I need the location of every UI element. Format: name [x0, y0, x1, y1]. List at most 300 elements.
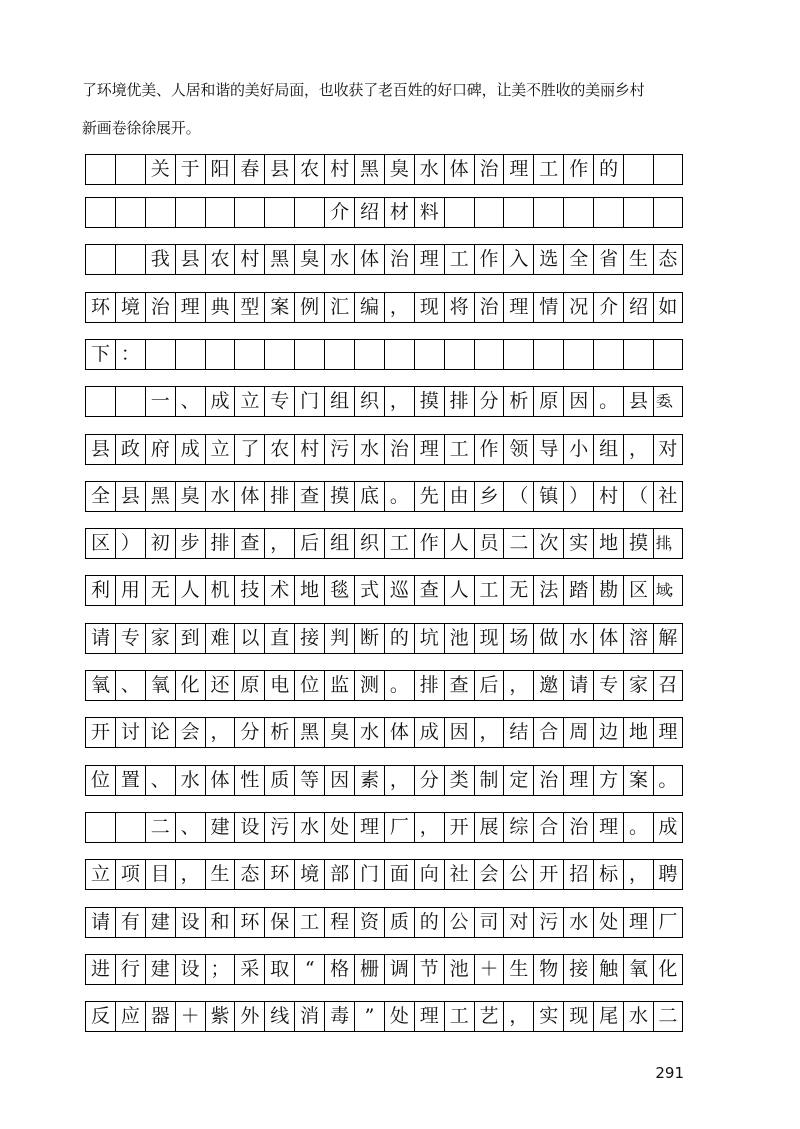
- grid-cell: 程: [324, 907, 354, 938]
- grid-cell: 二: [145, 812, 175, 843]
- grid-cell: 体: [593, 623, 623, 654]
- grid-cell: 介: [324, 197, 354, 228]
- grid-cell: [653, 339, 683, 370]
- grid-cell: 先: [414, 481, 444, 512]
- grid-cell: 毯: [324, 575, 354, 606]
- grid-cell: 原: [234, 670, 264, 701]
- grid-cell: 生: [623, 244, 653, 275]
- grid-row: [85, 765, 683, 796]
- grid-cell: 析: [503, 386, 533, 417]
- grid-cell: 成: [653, 812, 683, 843]
- grid-cell: 领: [503, 434, 533, 465]
- grid-cell: 开: [533, 859, 563, 890]
- grid-cell: [623, 154, 653, 185]
- grid-cell: 作: [563, 154, 593, 185]
- grid-cell: 县: [115, 481, 145, 512]
- grid-cell: 镇: [533, 481, 563, 512]
- grid-cell: 治: [474, 292, 504, 323]
- grid-cell: 理: [414, 434, 444, 465]
- grid-cell: 类: [444, 765, 474, 796]
- grid-cell: 地: [294, 575, 324, 606]
- grid-cell: 一: [145, 386, 175, 417]
- grid-row: [85, 907, 683, 938]
- grid-cell: 建: [145, 954, 175, 985]
- grid-row: [85, 528, 683, 559]
- grid-cell: 原: [533, 386, 563, 417]
- grid-cell: 编: [354, 292, 384, 323]
- grid-cell: 排: [264, 481, 294, 512]
- grid-cell: 巡: [384, 575, 414, 606]
- grid-cell: [264, 197, 294, 228]
- grid-cell: 厂: [384, 812, 414, 843]
- grid-cell: 因: [444, 717, 474, 748]
- grid-row: [85, 197, 683, 228]
- grid-cell: 阳: [205, 154, 235, 185]
- grid-cell: 工: [444, 244, 474, 275]
- grid-cell: （: [623, 481, 653, 512]
- grid-cell: 、: [115, 670, 145, 701]
- grid-cell: 臭: [384, 154, 414, 185]
- grid-cell: 黑: [294, 717, 324, 748]
- grid-cell: [623, 197, 653, 228]
- grid-cell: [563, 197, 593, 228]
- grid-cell: 人: [175, 575, 205, 606]
- grid-cell: 社: [444, 859, 474, 890]
- grid-cell: 治: [533, 765, 563, 796]
- grid-cell: 性: [234, 765, 264, 796]
- grid-cell: [533, 197, 563, 228]
- grid-cell: 体: [384, 717, 414, 748]
- grid-cell: 排: [414, 670, 444, 701]
- grid-cell: 用: [115, 575, 145, 606]
- grid-cell: 理: [414, 1001, 444, 1032]
- grid-cell: 。: [623, 812, 653, 843]
- grid-cell: 摸: [623, 528, 653, 559]
- grid-cell: 织: [354, 528, 384, 559]
- grid-cell: [653, 197, 683, 228]
- grid-cell: 招: [563, 859, 593, 890]
- grid-cell: 法: [533, 575, 563, 606]
- grid-row: [85, 717, 683, 748]
- grid-cell: ，: [623, 434, 653, 465]
- grid-row: [85, 623, 683, 654]
- grid-cell: 面: [384, 859, 414, 890]
- grid-cell: 标: [593, 859, 623, 890]
- grid-cell: 县: [175, 244, 205, 275]
- grid-cell: 治: [384, 244, 414, 275]
- grid-cell: [324, 339, 354, 370]
- grid-cell: 摸: [324, 481, 354, 512]
- grid-cell: [354, 339, 384, 370]
- grid-cell: 次: [533, 528, 563, 559]
- grid-row: [85, 859, 683, 890]
- grid-cell: 现: [414, 292, 444, 323]
- grid-cell: [145, 197, 175, 228]
- grid-cell: 。: [384, 670, 414, 701]
- grid-row: [85, 481, 683, 512]
- grid-cell: 村: [593, 481, 623, 512]
- grid-row: [85, 154, 683, 185]
- grid-cell: 臭: [294, 244, 324, 275]
- grid-row: [85, 434, 683, 465]
- grid-cell: 成: [205, 386, 235, 417]
- grid-cell: 水: [563, 907, 593, 938]
- grid-cell: 典: [205, 292, 235, 323]
- grid-row: [85, 339, 683, 370]
- grid-cell: 人: [444, 528, 474, 559]
- grid-cell: 小: [563, 434, 593, 465]
- grid-cell: 境: [115, 292, 145, 323]
- grid-cell: 农: [294, 154, 324, 185]
- grid-cell: 公: [503, 859, 533, 890]
- grid-cell: 置: [115, 765, 145, 796]
- grid-cell: 和: [205, 907, 235, 938]
- grid-cell: 、: [145, 765, 175, 796]
- grid-cell: 池: [444, 954, 474, 985]
- grid-cell: 实: [533, 1001, 563, 1032]
- grid-cell: [115, 154, 145, 185]
- grid-cell: [503, 339, 533, 370]
- grid-cell: 分: [234, 717, 264, 748]
- grid-cell: 反: [85, 1001, 115, 1032]
- grid-cell: 展: [474, 812, 504, 843]
- grid-cell: 方: [593, 765, 623, 796]
- grid-cell: 氧: [145, 670, 175, 701]
- grid-cell: [414, 339, 444, 370]
- grid-cell: 消: [294, 1001, 324, 1032]
- grid-cell: 水: [205, 481, 235, 512]
- grid-cell: 的: [414, 907, 444, 938]
- grid-cell: 料: [414, 197, 444, 228]
- grid-cell: 地: [593, 528, 623, 559]
- grid-cell: [115, 244, 145, 275]
- grid-cell: 设: [175, 907, 205, 938]
- grid-cell: 了: [234, 434, 264, 465]
- grid-cell: 理: [503, 154, 533, 185]
- grid-cell: 析: [264, 717, 294, 748]
- grid-cell: 场: [503, 623, 533, 654]
- grid-cell: 专: [593, 670, 623, 701]
- grid-cell: 、: [175, 386, 205, 417]
- grid-cell: 治: [145, 292, 175, 323]
- grid-cell: 现: [474, 623, 504, 654]
- grid-row: [85, 575, 683, 606]
- grid-cell: 位: [294, 670, 324, 701]
- grid-cell: 作: [414, 528, 444, 559]
- grid-cell: 立: [85, 859, 115, 890]
- grid-cell: 全: [85, 481, 115, 512]
- grid-cell: 环: [85, 292, 115, 323]
- grid-cell: 实: [563, 528, 593, 559]
- grid-cell: 现: [563, 1001, 593, 1032]
- grid-cell: 村: [234, 244, 264, 275]
- grid-cell: [444, 197, 474, 228]
- grid-cell: 介: [593, 292, 623, 323]
- grid-cell: ＋: [175, 1001, 205, 1032]
- grid-cell: 外: [234, 1001, 264, 1032]
- grid-cell: 臭: [324, 717, 354, 748]
- grid-cell: 等: [294, 765, 324, 796]
- grid-cell: 化: [653, 954, 683, 985]
- grid-cell: 工: [294, 907, 324, 938]
- grid-cell: 臭: [175, 481, 205, 512]
- grid-cell: 员: [474, 528, 504, 559]
- grid-cell: 有: [115, 907, 145, 938]
- grid-cell: 司: [474, 907, 504, 938]
- grid-cell: 生: [503, 954, 533, 985]
- grid-cell: 资: [354, 907, 384, 938]
- grid-cell: 工: [444, 434, 474, 465]
- grid-cell: 查: [294, 481, 324, 512]
- grid-cell: 处: [593, 907, 623, 938]
- grid-cell: [175, 197, 205, 228]
- grid-cell: 织: [354, 386, 384, 417]
- grid-cell: 、: [175, 812, 205, 843]
- grid-cell: [623, 339, 653, 370]
- grid-cell: 氧: [85, 670, 115, 701]
- grid-cell: 式: [354, 575, 384, 606]
- grid-cell: （: [503, 481, 533, 512]
- grid-cell: [294, 339, 324, 370]
- grid-cell: 部: [324, 859, 354, 890]
- grid-cell: 组: [324, 386, 354, 417]
- grid-cell: 况: [563, 292, 593, 323]
- grid-cell: 以: [234, 623, 264, 654]
- grid-cell: 目: [145, 859, 175, 890]
- grid-cell: 汇: [324, 292, 354, 323]
- grid-cell: 农: [264, 434, 294, 465]
- grid-cell: 门: [294, 386, 324, 417]
- grid-cell: 后: [474, 670, 504, 701]
- grid-cell: ，: [384, 386, 414, 417]
- grid-cell: 的: [384, 623, 414, 654]
- grid-cell: 建: [145, 907, 175, 938]
- grid-cell: 理: [593, 812, 623, 843]
- grid-cell: 立: [234, 386, 264, 417]
- grid-cell: 黑: [145, 481, 175, 512]
- grid-cell: 无: [145, 575, 175, 606]
- grid-cell: 氧: [623, 954, 653, 985]
- grid-cell: ，: [175, 859, 205, 890]
- grid-cell: 二: [653, 1001, 683, 1032]
- grid-cell: 做: [533, 623, 563, 654]
- grid-cell: 池: [444, 623, 474, 654]
- grid-cell: 断: [354, 623, 384, 654]
- grid-cell: [115, 386, 145, 417]
- grid-cell: 黑: [354, 154, 384, 185]
- grid-cell: [533, 339, 563, 370]
- grid-cell: 因: [563, 386, 593, 417]
- grid-cell: 案: [264, 292, 294, 323]
- grid-cell: 素: [354, 765, 384, 796]
- grid-cell: 绍: [354, 197, 384, 228]
- grid-cell: 请: [85, 623, 115, 654]
- grid-cell: 二: [503, 528, 533, 559]
- grid-cell: 政: [115, 434, 145, 465]
- grid-cell: 组: [593, 434, 623, 465]
- grid-cell: 触: [593, 954, 623, 985]
- grid-cell: 格: [324, 954, 354, 985]
- grid-cell: 边: [593, 717, 623, 748]
- grid-cell: 绍: [623, 292, 653, 323]
- grid-cell: 开: [444, 812, 474, 843]
- grid-cell: 设: [234, 812, 264, 843]
- grid-cell: [85, 386, 115, 417]
- grid-row: [85, 292, 683, 323]
- grid-cell: 工: [474, 575, 504, 606]
- grid-cell: 器: [145, 1001, 175, 1032]
- grid-cell: 案: [623, 765, 653, 796]
- grid-cell: 技: [234, 575, 264, 606]
- grid-cell: 艺: [474, 1001, 504, 1032]
- grid-cell: [264, 339, 294, 370]
- grid-cell: 定: [503, 765, 533, 796]
- grid-cell: 体: [354, 244, 384, 275]
- grid-cell: 因: [324, 765, 354, 796]
- grid-cell: [444, 339, 474, 370]
- grid-cell: ，: [205, 717, 235, 748]
- grid-cell: [85, 244, 115, 275]
- grid-cell: 人: [444, 575, 474, 606]
- grid-cell: 合: [533, 717, 563, 748]
- grid-cell: ，: [474, 717, 504, 748]
- grid-cell: ：: [115, 339, 145, 370]
- grid-cell: 理: [175, 292, 205, 323]
- grid-cell: 紫: [205, 1001, 235, 1032]
- grid-cell: 测: [354, 670, 384, 701]
- grid-cell: ，: [623, 859, 653, 890]
- grid-row: [85, 386, 683, 417]
- grid-cell: 下: [85, 339, 115, 370]
- grid-cell: 由: [444, 481, 474, 512]
- grid-cell: 开: [85, 717, 115, 748]
- grid-cell: ，: [264, 528, 294, 559]
- intro-line-2: 新画卷徐徐展开。: [82, 119, 201, 137]
- grid-cell: 解: [653, 623, 683, 654]
- grid-cell: 作: [474, 434, 504, 465]
- grid-cell: 成: [175, 434, 205, 465]
- grid-cell: [205, 339, 235, 370]
- grid-cell: 域；: [653, 575, 683, 606]
- grid-cell: 聘: [653, 859, 683, 890]
- grid-cell: 行: [115, 954, 145, 985]
- grid-cell: 治: [384, 434, 414, 465]
- grid-cell: 理: [623, 907, 653, 938]
- grid-cell: “: [294, 954, 324, 985]
- grid-cell: 例: [294, 292, 324, 323]
- grid-cell: 材: [384, 197, 414, 228]
- grid-cell: 的: [593, 154, 623, 185]
- grid-cell: 工: [444, 1001, 474, 1032]
- grid-cell: 请: [85, 907, 115, 938]
- grid-cell: ，: [503, 1001, 533, 1032]
- grid-cell: 污: [533, 907, 563, 938]
- grid-cell: 勘: [593, 575, 623, 606]
- grid-cell: ”: [354, 1001, 384, 1032]
- grid-cell: 排，: [653, 528, 683, 559]
- grid-cell: 水: [354, 717, 384, 748]
- grid-cell: 生: [205, 859, 235, 890]
- grid-cell: 体: [205, 765, 235, 796]
- grid-cell: 理: [414, 244, 444, 275]
- grid-cell: 保: [264, 907, 294, 938]
- grid-cell: 难: [205, 623, 235, 654]
- grid-cell: 理: [503, 292, 533, 323]
- grid-cell: 制: [474, 765, 504, 796]
- grid-cell: 排: [205, 528, 235, 559]
- grid-cell: 理: [354, 812, 384, 843]
- grid-cell: 水: [623, 1001, 653, 1032]
- grid-cell: [115, 812, 145, 843]
- grid-row: [85, 1001, 683, 1032]
- grid-cell: [85, 154, 115, 185]
- grid-cell: 专: [264, 386, 294, 417]
- grid-cell: 将: [444, 292, 474, 323]
- grid-cell: 步: [175, 528, 205, 559]
- grid-cell: 厂: [653, 907, 683, 938]
- grid-cell: 村: [294, 434, 324, 465]
- grid-cell: 水: [294, 812, 324, 843]
- grid-cell: ，: [384, 292, 414, 323]
- grid-cell: 毒: [324, 1001, 354, 1032]
- grid-cell: 工: [533, 154, 563, 185]
- grid-cell: 接: [294, 623, 324, 654]
- grid-cell: 监: [324, 670, 354, 701]
- grid-cell: 召: [653, 670, 683, 701]
- grid-cell: 电: [264, 670, 294, 701]
- grid-cell: 无: [503, 575, 533, 606]
- grid-cell: 体: [234, 481, 264, 512]
- grid-cell: 立: [205, 434, 235, 465]
- grid-cell: 导: [533, 434, 563, 465]
- grid-cell: 型: [234, 292, 264, 323]
- grid-cell: [474, 339, 504, 370]
- grid-cell: 会: [175, 717, 205, 748]
- grid-cell: 污: [264, 812, 294, 843]
- grid-cell: 判: [324, 623, 354, 654]
- grid-cell: [653, 154, 683, 185]
- grid-cell: 质: [264, 765, 294, 796]
- grid-cell: 全: [563, 244, 593, 275]
- grid-cell: 会: [474, 859, 504, 890]
- grid-cell: 节: [414, 954, 444, 985]
- grid-cell: 春: [234, 154, 264, 185]
- grid-cell: [384, 339, 414, 370]
- grid-cell: 境: [294, 859, 324, 890]
- grid-cell: [85, 197, 115, 228]
- grid-cell: [474, 197, 504, 228]
- grid-cell: 家: [145, 623, 175, 654]
- grid-cell: 位: [85, 765, 115, 796]
- grid-cell: 论: [145, 717, 175, 748]
- grid-cell: 综: [503, 812, 533, 843]
- grid-cell: 讨: [115, 717, 145, 748]
- grid-cell: 物: [533, 954, 563, 985]
- grid-cell: [85, 812, 115, 843]
- grid-cell: 理: [653, 717, 683, 748]
- grid-cell: 坑: [414, 623, 444, 654]
- grid-cell: 摸: [414, 386, 444, 417]
- grid-cell: 还: [205, 670, 235, 701]
- grid-cell: 选: [533, 244, 563, 275]
- grid-cell: ，: [384, 765, 414, 796]
- grid-cell: 社: [653, 481, 683, 512]
- grid-cell: 委、: [653, 386, 683, 417]
- grid-cell: 项: [115, 859, 145, 890]
- grid-cell: [234, 339, 264, 370]
- grid-cell: 水: [324, 244, 354, 275]
- grid-cell: 农: [205, 244, 235, 275]
